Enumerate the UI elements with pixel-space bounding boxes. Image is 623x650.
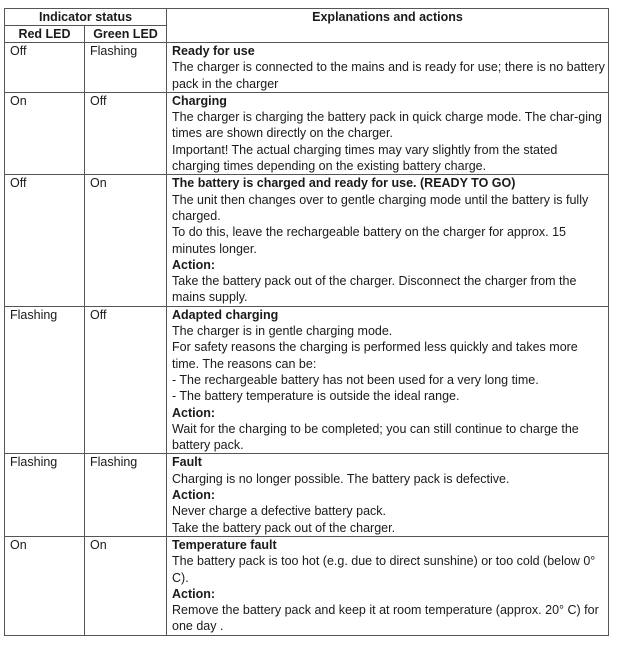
red-led-cell: On (5, 536, 85, 635)
explanation-cell (167, 92, 609, 174)
table-row (5, 536, 609, 635)
green-led-cell: Off (85, 306, 167, 454)
row-title: The battery is charged and ready for use. (READY TO GO) (172, 176, 516, 191)
action-text: Take the battery pack out of the charger. Disconnect the charger from the mains supply. (172, 274, 577, 305)
row-title: Charging (172, 93, 227, 108)
explanation-cell (167, 43, 609, 93)
action-label: Action: (172, 586, 216, 601)
action-text: Remove the battery pack and keep it at room temperature (approx. 20° C) for one day . (172, 603, 599, 634)
explanation-cell (167, 306, 609, 454)
explanation-text: The battery pack is too hot (e.g. due to direct sunshine) or too cold (below 0° C). (172, 554, 596, 585)
action-text: Never charge a defective battery pack. (172, 504, 387, 519)
red-led-cell: On (5, 92, 85, 174)
red-led-cell: Off (5, 175, 85, 306)
table-row (5, 43, 609, 93)
explanation-cell (167, 536, 609, 635)
row-title: Ready for use (172, 44, 255, 58)
explanation-text: The unit then changes over to gentle charging mode until the battery is fully charged. (172, 192, 589, 223)
red-led-cell: Off (5, 43, 85, 93)
green-led-cell: Flashing (85, 454, 167, 536)
explanation-cell (167, 175, 609, 306)
header-explanations: Explanations and actions (167, 9, 609, 43)
action-label: Action: (172, 257, 216, 272)
explanation-text: Charging is no longer possible. The battery pack is defective. (172, 471, 510, 486)
green-led-cell: On (85, 536, 167, 635)
header-red-led: Red LED (5, 26, 85, 43)
table-row (5, 92, 609, 174)
action-text: Wait for the charging to be completed; you can still continue to charge the battery pack. (172, 421, 579, 453)
explanation-text: - The rechargeable battery has not been used for a very long time. (172, 372, 539, 387)
header-indicator-status: Indicator status (5, 9, 167, 26)
explanation-text: - The battery temperature is outside the ideal range. (172, 389, 460, 404)
explanation-text: To do this, leave the rechargeable battery on the charger for approx. 15 minutes longer. (172, 225, 567, 256)
action-label: Action: (172, 488, 216, 503)
explanation-text: For safety reasons the charging is performed less quickly and takes more time. The reasons can be: (172, 340, 578, 371)
explanation-text: Important! The actual charging times may vary slightly from the stated charging times depending on the existing battery charge. (172, 142, 558, 174)
red-led-cell: Flashing (5, 454, 85, 536)
row-title: Adapted charging (172, 307, 279, 322)
indicator-status-table (4, 8, 609, 636)
table-row (5, 175, 609, 306)
action-text: Take the battery pack out of the charger. (172, 520, 396, 535)
explanation-text: The charger is connected to the mains and is ready for use; there is no battery pack in the charger (172, 60, 605, 91)
red-led-cell: Flashing (5, 306, 85, 454)
action-label: Action: (172, 405, 216, 420)
header-green-led: Green LED (85, 26, 167, 43)
explanation-text: The charger is charging the battery pack in quick charge mode. The char-ging times are shown directly on the charger. (172, 110, 602, 141)
table-row (5, 454, 609, 536)
table-row (5, 306, 609, 454)
green-led-cell: Off (85, 92, 167, 174)
explanation-cell (167, 454, 609, 536)
green-led-cell: On (85, 175, 167, 306)
row-title: Temperature fault (172, 537, 277, 552)
row-title: Fault (172, 455, 202, 470)
green-led-cell: Flashing (85, 43, 167, 93)
header-row-top (5, 9, 609, 26)
explanation-text: The charger is in gentle charging mode. (172, 324, 393, 339)
